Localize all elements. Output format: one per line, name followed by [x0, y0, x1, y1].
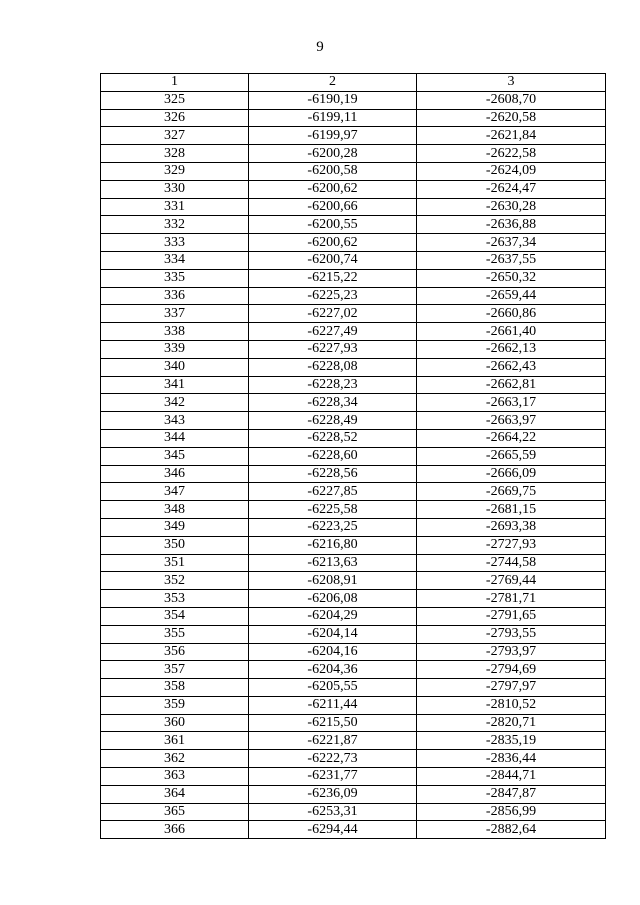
table-row: [101, 376, 606, 394]
table-cell: 339: [101, 340, 249, 358]
table-row: [101, 803, 606, 821]
table-cell: -6225,58: [249, 501, 417, 519]
table-cell: 334: [101, 251, 249, 269]
table-cell: -6228,23: [249, 376, 417, 394]
table-cell: 358: [101, 679, 249, 697]
table-cell: 361: [101, 732, 249, 750]
table-cell: -6223,25: [249, 518, 417, 536]
table-cell: -6200,28: [249, 145, 417, 163]
table-cell: -6227,02: [249, 305, 417, 323]
table-cell: 344: [101, 429, 249, 447]
table-row: [101, 607, 606, 625]
column-header-1: 1: [101, 74, 249, 92]
table-row: [101, 145, 606, 163]
table-cell: -2661,40: [417, 323, 606, 341]
table-cell: -2836,44: [417, 750, 606, 768]
table-cell: -6294,44: [249, 821, 417, 839]
page-number: 9: [316, 39, 324, 55]
table-cell: 326: [101, 109, 249, 127]
table-cell: -2620,58: [417, 109, 606, 127]
table-row: [101, 251, 606, 269]
table-cell: -2621,84: [417, 127, 606, 145]
table-cell: -2663,97: [417, 412, 606, 430]
table-cell: 347: [101, 483, 249, 501]
table-cell: 345: [101, 447, 249, 465]
table-cell: -2665,59: [417, 447, 606, 465]
table-cell: -6200,66: [249, 198, 417, 216]
table-cell: 329: [101, 162, 249, 180]
table-cell: 325: [101, 91, 249, 109]
table-cell: -6206,08: [249, 590, 417, 608]
table-cell: -2727,93: [417, 536, 606, 554]
table-cell: -2820,71: [417, 714, 606, 732]
table-cell: -6221,87: [249, 732, 417, 750]
table-cell: -2662,43: [417, 358, 606, 376]
table-row: [101, 162, 606, 180]
table-cell: -2835,19: [417, 732, 606, 750]
table-cell: 346: [101, 465, 249, 483]
table-cell: -6200,58: [249, 162, 417, 180]
table-cell: 336: [101, 287, 249, 305]
table-row: [101, 661, 606, 679]
table-cell: -2662,13: [417, 340, 606, 358]
table-row: [101, 269, 606, 287]
table-cell: -6228,56: [249, 465, 417, 483]
table-cell: -6200,62: [249, 234, 417, 252]
table-row: [101, 358, 606, 376]
table-cell: -6227,93: [249, 340, 417, 358]
table-row: [101, 732, 606, 750]
table-row: [101, 768, 606, 786]
table-row: [101, 643, 606, 661]
table-row: [101, 412, 606, 430]
column-header-2: 2: [249, 74, 417, 92]
table-row: [101, 714, 606, 732]
table-cell: 366: [101, 821, 249, 839]
table-cell: -2847,87: [417, 785, 606, 803]
table-cell: -2810,52: [417, 696, 606, 714]
table-cell: -2637,34: [417, 234, 606, 252]
table-row: [101, 180, 606, 198]
table-row: [101, 465, 606, 483]
table-cell: 330: [101, 180, 249, 198]
table-cell: 354: [101, 607, 249, 625]
table-cell: -6199,11: [249, 109, 417, 127]
table-cell: -2608,70: [417, 91, 606, 109]
table-body: [101, 91, 606, 838]
table-cell: 353: [101, 590, 249, 608]
table-cell: -6199,97: [249, 127, 417, 145]
table-cell: -6205,55: [249, 679, 417, 697]
table-cell: -6231,77: [249, 768, 417, 786]
table-cell: -6222,73: [249, 750, 417, 768]
table-cell: -2636,88: [417, 216, 606, 234]
table-cell: 333: [101, 234, 249, 252]
table-cell: -6204,14: [249, 625, 417, 643]
table-cell: -2660,86: [417, 305, 606, 323]
table-cell: -6200,62: [249, 180, 417, 198]
table-row: [101, 127, 606, 145]
table-cell: 359: [101, 696, 249, 714]
table-cell: -2622,58: [417, 145, 606, 163]
table-cell: -6204,16: [249, 643, 417, 661]
table-cell: -6227,85: [249, 483, 417, 501]
table-cell: -2624,47: [417, 180, 606, 198]
table-cell: 331: [101, 198, 249, 216]
table-cell: -6253,31: [249, 803, 417, 821]
table-cell: 342: [101, 394, 249, 412]
table-cell: -2856,99: [417, 803, 606, 821]
table-row: [101, 625, 606, 643]
table-cell: -6225,23: [249, 287, 417, 305]
table-row: [101, 429, 606, 447]
table-row: [101, 323, 606, 341]
table-cell: -6215,22: [249, 269, 417, 287]
table-row: [101, 198, 606, 216]
table-cell: 332: [101, 216, 249, 234]
table-cell: -2882,64: [417, 821, 606, 839]
table-cell: 355: [101, 625, 249, 643]
table-cell: 349: [101, 518, 249, 536]
table-header: [101, 74, 606, 92]
table-row: [101, 679, 606, 697]
table-cell: 360: [101, 714, 249, 732]
table-cell: -2797,97: [417, 679, 606, 697]
table-cell: -2624,09: [417, 162, 606, 180]
table-row: [101, 483, 606, 501]
table-cell: -6228,49: [249, 412, 417, 430]
table-cell: 357: [101, 661, 249, 679]
column-header-3: 3: [417, 74, 606, 92]
table-cell: 327: [101, 127, 249, 145]
table-cell: -2769,44: [417, 572, 606, 590]
table-cell: 350: [101, 536, 249, 554]
table-cell: -2693,38: [417, 518, 606, 536]
table-cell: -2844,71: [417, 768, 606, 786]
table-row: [101, 590, 606, 608]
table-cell: -6213,63: [249, 554, 417, 572]
table-row: [101, 216, 606, 234]
table-row: [101, 821, 606, 839]
table-row: [101, 501, 606, 519]
table-cell: 343: [101, 412, 249, 430]
table-cell: -2662,81: [417, 376, 606, 394]
table-row: [101, 554, 606, 572]
table-cell: -2630,28: [417, 198, 606, 216]
table-cell: 341: [101, 376, 249, 394]
table-row: [101, 518, 606, 536]
table-cell: -2794,69: [417, 661, 606, 679]
table-cell: -6228,08: [249, 358, 417, 376]
table-cell: -2663,17: [417, 394, 606, 412]
table-cell: -2781,71: [417, 590, 606, 608]
table-row: [101, 340, 606, 358]
table-cell: -2659,44: [417, 287, 606, 305]
table-cell: -2637,55: [417, 251, 606, 269]
table-row: [101, 572, 606, 590]
table-cell: -2791,65: [417, 607, 606, 625]
table-cell: 337: [101, 305, 249, 323]
table-cell: 364: [101, 785, 249, 803]
table-row: [101, 287, 606, 305]
table-row: [101, 785, 606, 803]
table-cell: -6190,19: [249, 91, 417, 109]
table-cell: -6236,09: [249, 785, 417, 803]
table-cell: -2650,32: [417, 269, 606, 287]
table-cell: 338: [101, 323, 249, 341]
table-row: [101, 536, 606, 554]
table-cell: -2793,97: [417, 643, 606, 661]
table-cell: -6208,91: [249, 572, 417, 590]
table-row: [101, 750, 606, 768]
table-row: [101, 234, 606, 252]
table-row: [101, 91, 606, 109]
table-cell: 351: [101, 554, 249, 572]
table-cell: -2744,58: [417, 554, 606, 572]
table-cell: 356: [101, 643, 249, 661]
table-cell: 363: [101, 768, 249, 786]
table-cell: -6211,44: [249, 696, 417, 714]
table-cell: -6200,55: [249, 216, 417, 234]
table-row: [101, 305, 606, 323]
table-cell: -6227,49: [249, 323, 417, 341]
table-row: [101, 394, 606, 412]
table-cell: 335: [101, 269, 249, 287]
table-cell: -6228,34: [249, 394, 417, 412]
table-cell: 365: [101, 803, 249, 821]
table-cell: -2664,22: [417, 429, 606, 447]
table-cell: 352: [101, 572, 249, 590]
table-cell: -2666,09: [417, 465, 606, 483]
table-row: [101, 109, 606, 127]
table-cell: -6200,74: [249, 251, 417, 269]
table-cell: 340: [101, 358, 249, 376]
table-cell: 348: [101, 501, 249, 519]
table-cell: -2681,15: [417, 501, 606, 519]
table-cell: -6216,80: [249, 536, 417, 554]
table-cell: -6215,50: [249, 714, 417, 732]
table-row: [101, 696, 606, 714]
table-row: [101, 447, 606, 465]
table-cell: -2793,55: [417, 625, 606, 643]
coordinates-table: [100, 73, 606, 839]
table-cell: 362: [101, 750, 249, 768]
table-cell: -6228,52: [249, 429, 417, 447]
table-cell: 328: [101, 145, 249, 163]
table-cell: -6204,36: [249, 661, 417, 679]
header-row: [101, 74, 606, 92]
table-cell: -6204,29: [249, 607, 417, 625]
table-cell: -2669,75: [417, 483, 606, 501]
table-cell: -6228,60: [249, 447, 417, 465]
